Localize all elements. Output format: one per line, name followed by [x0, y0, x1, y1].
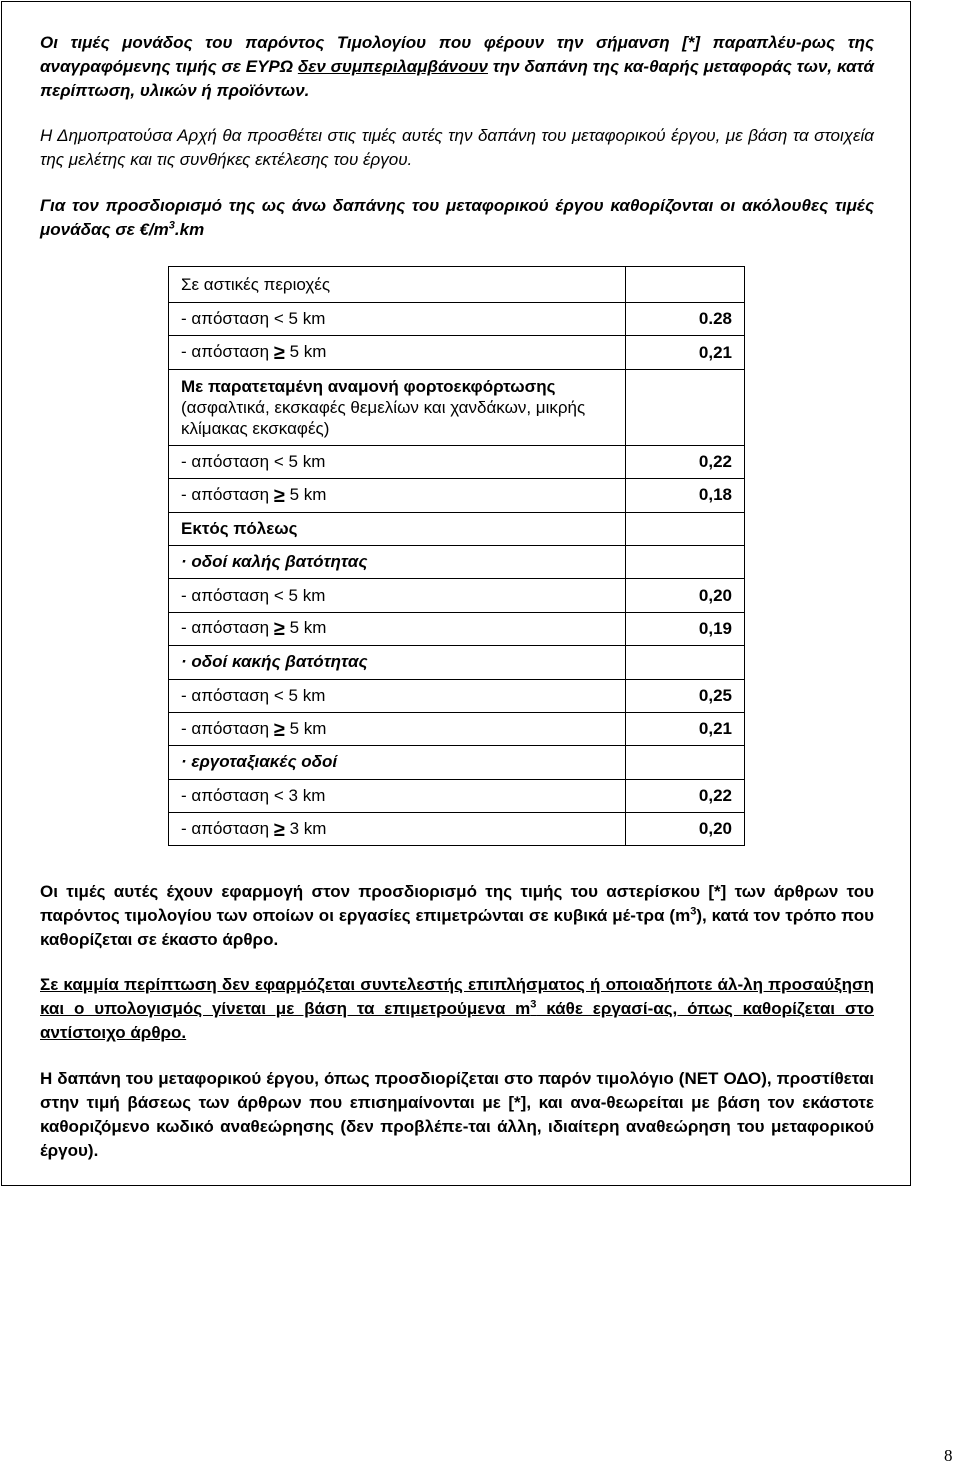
outro-paragraph-1: Οι τιμές αυτές έχουν εφαρμογή στον προσδιορισμό της τιμής του αστερίσκου [*] των άρθρων του παρόντος τιμολογίου των οποίων οι εργασίες επιμετρώνται σε κυβικά μέ-τρα $(m^3)$, κατά τον τρόπο που καθορίζεται σε έκαστο άρθρο.: [40, 882, 874, 949]
table-row: - απόσταση < 5 km 0.28: [169, 303, 745, 336]
intro-paragraph-1: Οι τιμές μονάδος του παρόντος Τιμολογίου που φέρουν την σήμανση [*] παραπλέυ-ρως της αναγραφόμενης τιμής σε ΕΥΡΩ δεν συμπεριλαμβάνουν την δαπάνη της κα-θαρής μεταφοράς των, κατά περίπτωση, υλικών ή προϊόντων.: [40, 33, 874, 100]
table-row: [169, 545, 745, 578]
rate-value: 0,22: [626, 779, 745, 812]
table-row: - απόσταση < 5 km 0,22: [169, 445, 745, 478]
rate-value: 0.28: [626, 303, 745, 336]
greater-equal-symbol: ≥: [273, 618, 285, 641]
rate-value: 0,19: [626, 612, 745, 645]
rate-value: 0,18: [626, 479, 745, 512]
transport-rates-table: [168, 266, 745, 846]
table-row: [169, 512, 745, 545]
rate-value: 0,21: [626, 336, 745, 369]
greater-equal-symbol: ≥: [273, 342, 285, 365]
table-row: - απόσταση ≥ 5 km 0,21: [169, 336, 745, 369]
outro-paragraph-2: Σε καμμία περίπτωση δεν εφαρμόζεται συντελεστής επιπλήσματος ή οποιαδήποτε άλ-λη προσαύξηση και ο υπολογισμός γίνεται με βάση τα επιμετρούμενα $m^3$ κάθε εργασί-ας, όπως καθορίζεται στο αντίστοιχο άρθρο.: [40, 975, 875, 1042]
table-row: - απόσταση ≥ 5 km 0,21: [169, 712, 745, 745]
bad-roads-header: · οδοί κακής βατότητας: [169, 646, 626, 679]
site-roads-header: · εργοταξιακές οδοί: [169, 746, 626, 779]
rate-value: 0,22: [626, 445, 745, 478]
outside-city-header: Εκτός πόλεως: [169, 512, 626, 545]
greater-equal-symbol: ≥: [273, 484, 285, 507]
intro-paragraph-2: Η Δημοπρατούσα Αρχή θα προσθέτει στις τιμές αυτές την δαπάνη του μεταφορικού έργου, με βάση τα στοιχεία της μελέτης και τις συνθήκες εκτέλεσης του έργου.: [40, 126, 874, 169]
table-row: - απόσταση ≥ 5 km 0,18: [169, 479, 745, 512]
outro-paragraph-3: Η δαπάνη του μεταφορικού έργου, όπως προσδιορίζεται στο παρόν τιμολόγιο (ΝΕΤ ΟΔΟ), προστίθεται στην τιμή βάσεως των άρθρων που επισημαίνονται με [*], και ανα-θεωρείται με βάση τον εκάστοτε καθοριζόμενο κωδικό αναθεώρησης (δεν προβλέπε-ται άλλη, ιδιαίτερη αναθεώρηση του μεταφορικού έργου).: [40, 1069, 874, 1160]
page-number: 8: [944, 1446, 953, 1465]
intro-paragraph-3: Για τον προσδιορισμό της ως άνω δαπάνης του μεταφορικού έργου καθορίζονται οι ακόλουθες τιμές μονάδας σε $€/m^3.km$: [40, 196, 874, 239]
table-row: - απόσταση < 5 km 0,20: [169, 579, 745, 612]
rate-value: 0,25: [626, 679, 745, 712]
table-row: [169, 369, 745, 445]
greater-equal-symbol: ≥: [273, 818, 285, 841]
table-row: - απόσταση < 3 km 0,22: [169, 779, 745, 812]
emphasis-not-included: δεν συμπεριλαμβάνουν: [297, 57, 488, 76]
good-roads-header: · οδοί καλής βατότητας: [169, 545, 626, 578]
table-row: [169, 646, 745, 679]
extended-loading-header: Με παρατεταμένη αναμονή φορτοεκφόρτωσης (ασφαλτικά, εκσκαφές θεμελίων και χανδάκων, μικρής κλίμακας εκσκαφές): [169, 369, 626, 445]
urban-areas-header: Σε αστικές περιοχές: [169, 267, 626, 303]
greater-equal-symbol: ≥: [273, 718, 285, 741]
table-row: [169, 746, 745, 779]
table-row: - απόσταση ≥ 5 km 0,19: [169, 612, 745, 645]
table-row: [169, 267, 745, 303]
table-row: - απόσταση < 5 km 0,25: [169, 679, 745, 712]
rate-value: 0,20: [626, 813, 745, 846]
rate-value: 0,21: [626, 712, 745, 745]
rate-value: 0,20: [626, 579, 745, 612]
table-row: - απόσταση ≥ 3 km 0,20: [169, 813, 745, 846]
